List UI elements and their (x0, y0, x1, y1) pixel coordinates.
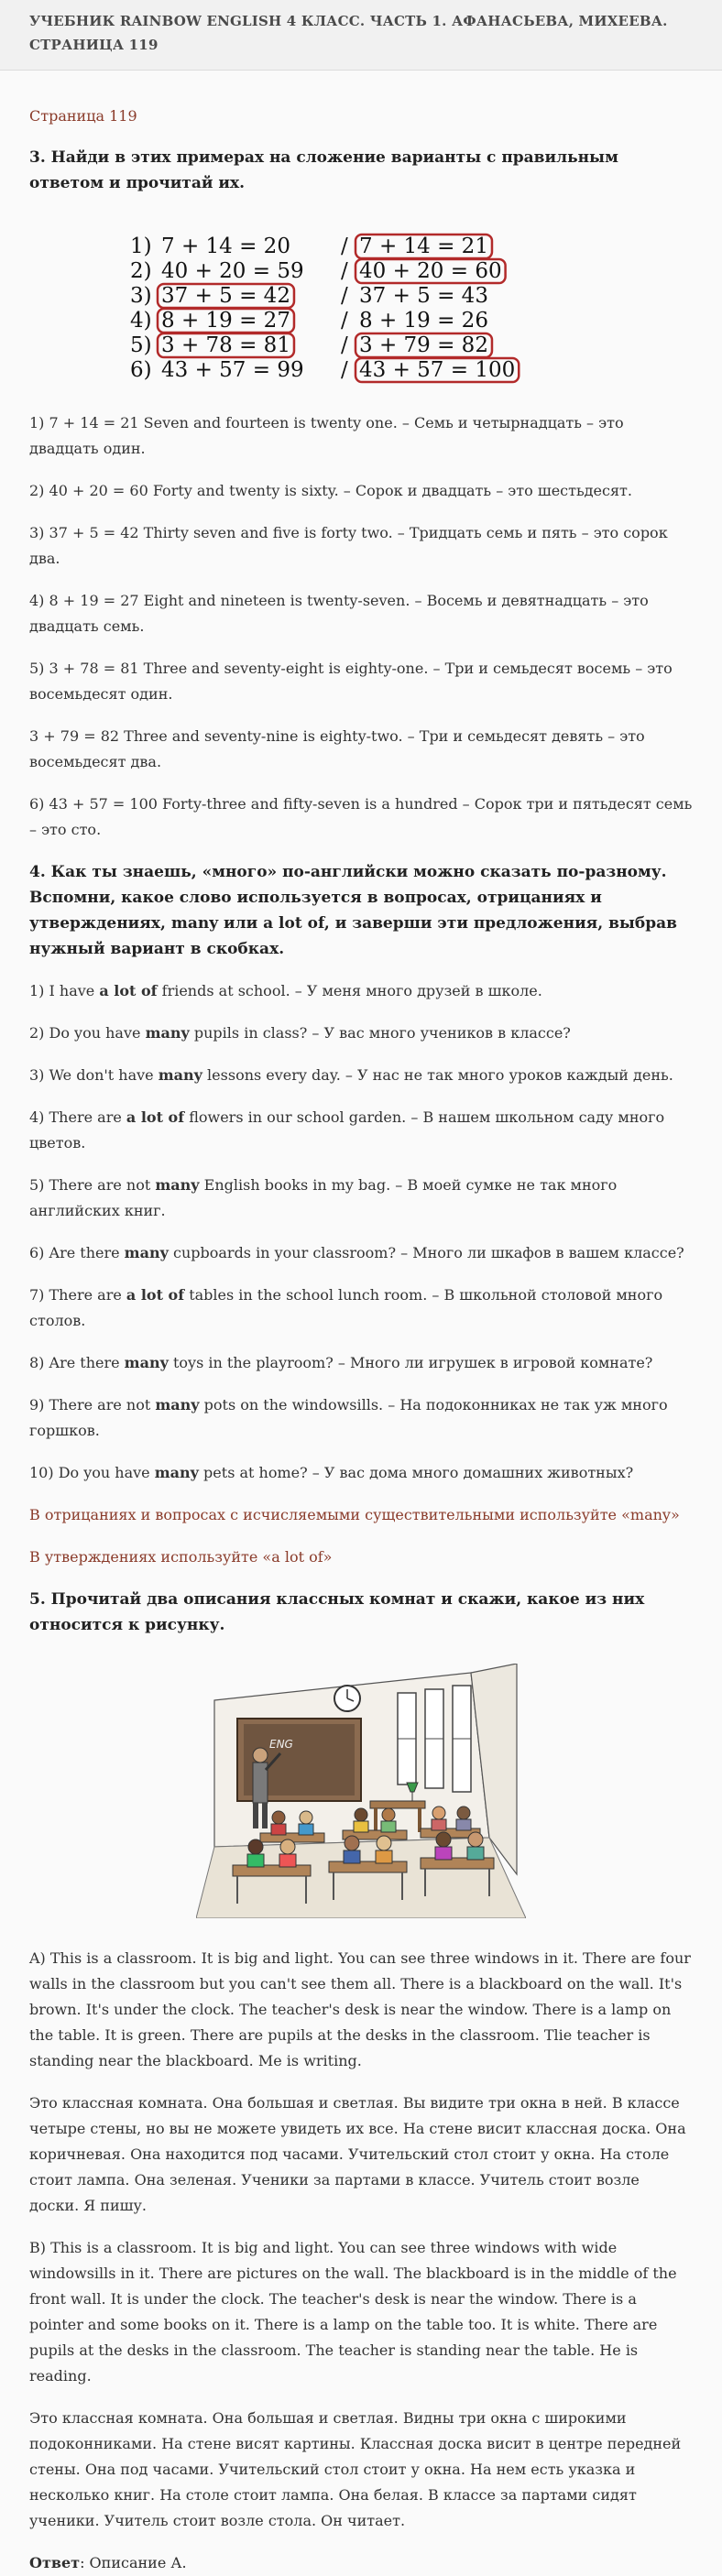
task3-answer-2: 2) 40 + 20 = 60 Forty and twenty is sixty. – Сорок и двадцать – это шестьдесят. (29, 482, 632, 499)
example-right: 37 + 5 = 43 (359, 284, 488, 308)
description-a-russian: Это классная комната. Она большая и светлая. Вы видите три окна в ней. В классе четыре стены, но вы не можете увидеть их все. На стене висит классная доска. Она коричневая. Она находится под часами. Учительский стол стоит у окна. На столе стоит лампа. Она зеленая. Ученики за партами в классе. Учитель стоит возле доски. Я пишу. (29, 2094, 686, 2214)
example-slash: / (341, 284, 348, 308)
example-right: 7 + 14 = 21 (359, 235, 488, 258)
example-left: 3 + 78 = 81 (161, 333, 290, 357)
example-left: 40 + 20 = 59 (161, 259, 304, 283)
answer-text: : Описание А. (80, 2554, 187, 2571)
task3-answer-5b: 3 + 79 = 82 Three and seventy-nine is eighty-two. – Три и семьдесят девять – это восемьдесят два. (29, 727, 645, 770)
math-examples-figure (29, 233, 693, 390)
example-left: 43 + 57 = 99 (161, 358, 304, 382)
task4-sentences (29, 978, 693, 1486)
classroom-illustration (29, 1664, 693, 1918)
example-number: 4) (130, 309, 152, 333)
task3-title: 3. Найди в этих примерах на сложение варианты с правильным ответом и прочитай их. (29, 148, 618, 192)
page-label: Страница 119 (29, 107, 137, 125)
description-a-english: A) This is a classroom. It is big and light. You can see three windows in it. There are four walls in the classroom but you can't see them all. There is a blackboard on the wall. It's brown. It's under the clock. The teacher's desk is near the window. There is a lamp on the table. It is green. There are pupils at the desks in the classroom. Tlie teacher is standing near the blackboard. Me is writing. (29, 1949, 691, 2069)
example-number: 1) (130, 235, 152, 258)
example-left: 8 + 19 = 27 (161, 309, 290, 333)
task4-sentence: 7) There are a lot of tables in the school lunch room. – В школьной столовой много столов. (29, 1286, 663, 1329)
page-header (0, 0, 722, 71)
example-slash: / (341, 309, 348, 333)
answer-label: Ответ (29, 2554, 81, 2571)
task4-sentence: 6) Are there many cupboards in your classroom? – Много ли шкафов в вашем классе? (29, 1244, 684, 1261)
task4-sentence: 1) I have a lot of friends at school. – У меня много друзей в школе. (29, 982, 542, 999)
example-right: 40 + 20 = 60 (359, 259, 502, 283)
task5-title: 5. Прочитай два описания классных комнат и скажи, какое из них относится к рисунку. (29, 1590, 645, 1634)
example-right: 8 + 19 = 26 (359, 309, 488, 333)
task3-answer-6: 6) 43 + 57 = 100 Forty-three and fifty-seven is a hundred – Сорок три и пятьдесят семь – это сто. (29, 795, 693, 838)
description-b-english: B) This is a classroom. It is big and light. You can see three windows with wide windowsills in it. There are pictures on the wall. The blackboard is in the middle of the front wall. It is under the clock. The teacher's desk is near the window. There is a pointer and some books on it. There is a lamp on the table too. It is white. There are pupils at the desks in the classroom. The teacher is standing near the table. He is reading. (29, 2239, 677, 2385)
grammar-note-many: В отрицаниях и вопросах с исчисляемыми существительными используйте «many» (29, 1506, 680, 1523)
math-examples-image (123, 233, 599, 390)
task3-answer-3: 3) 37 + 5 = 42 Thirty seven and five is forty two. – Тридцать семь и пять – это сорок два. (29, 524, 668, 567)
example-left: 37 + 5 = 42 (161, 284, 290, 308)
task3-answer-5: 5) 3 + 78 = 81 Three and seventy-eight is eighty-one. – Три и семьдесят восемь – это восемьдесят один. (29, 660, 673, 703)
task3-answers (29, 410, 693, 843)
task5-descriptions (29, 1946, 693, 2534)
example-number: 3) (130, 284, 152, 308)
example-slash: / (341, 358, 348, 382)
task4-sentence: 3) We don't have many lessons every day. – У нас не так много уроков каждый день. (29, 1066, 673, 1084)
task4-sentence: 10) Do you have many pets at home? – У вас дома много домашних животных? (29, 1464, 634, 1481)
example-slash: / (341, 235, 348, 258)
task3-answer-1: 1) 7 + 14 = 21 Seven and fourteen is twenty one. – Семь и четырнадцать – это двадцать один. (29, 414, 624, 457)
task3-answer-4: 4) 8 + 19 = 27 Eight and nineteen is twenty-seven. – Восемь и девятнадцать – это двадцать семь. (29, 592, 649, 635)
example-number: 5) (130, 333, 152, 357)
task4-sentence: 9) There are not many pots on the windowsills. – На подоконниках не так уж много горшков. (29, 1396, 668, 1439)
example-slash: / (341, 333, 348, 357)
task4-sentence: 2) Do you have many pupils in class? – У вас много учеников в классе? (29, 1024, 571, 1042)
grammar-note-a-lot-of: В утверждениях используйте «a lot of» (29, 1548, 333, 1566)
example-number: 2) (130, 259, 152, 283)
example-left: 7 + 14 = 20 (161, 235, 290, 258)
article-content (0, 71, 722, 2576)
task4-sentence: 4) There are a lot of flowers in our school garden. – В нашем школьном саду много цветов. (29, 1108, 665, 1152)
example-slash: / (341, 259, 348, 283)
example-right: 3 + 79 = 82 (359, 333, 488, 357)
task4-sentence: 8) Are there many toys in the playroom? – Много ли игрушек в игровой комнате? (29, 1354, 653, 1371)
task4-title: 4. Как ты знаешь, «много» по-английски можно сказать по-разному. Вспомни, какое слово используется в вопросах, отрицаниях и утверждениях, many или a lot of, и заверши эти предложения, выбрав нужный вариант в скобках. (29, 863, 677, 958)
final-answer (29, 2550, 693, 2576)
task4-sentence: 5) There are not many English books in my bag. – В моей сумке не так много английских книг. (29, 1176, 618, 1219)
blackboard-text: ENG (269, 1738, 293, 1751)
page-title: УЧЕБНИК RAINBOW ENGLISH 4 КЛАСС. ЧАСТЬ 1. АФАНАСЬЕВА, МИХЕЕВА. СТРАНИЦА 119 (29, 13, 668, 53)
description-b-russian: Это классная комната. Она большая и светлая. Видны три окна с широкими подоконниками. На стене висят картины. Классная доска висит в центре передней стены. Она под часами. Учительский стол стоит у окна. На нем есть указка и несколько книг. На столе стоит лампа. Она белая. В классе за партами сидят ученики. Учитель стоит возле стола. Он читает. (29, 2409, 682, 2529)
example-right: 43 + 57 = 100 (359, 358, 516, 382)
classroom-drawing (196, 1664, 526, 1918)
example-number: 6) (130, 358, 152, 382)
